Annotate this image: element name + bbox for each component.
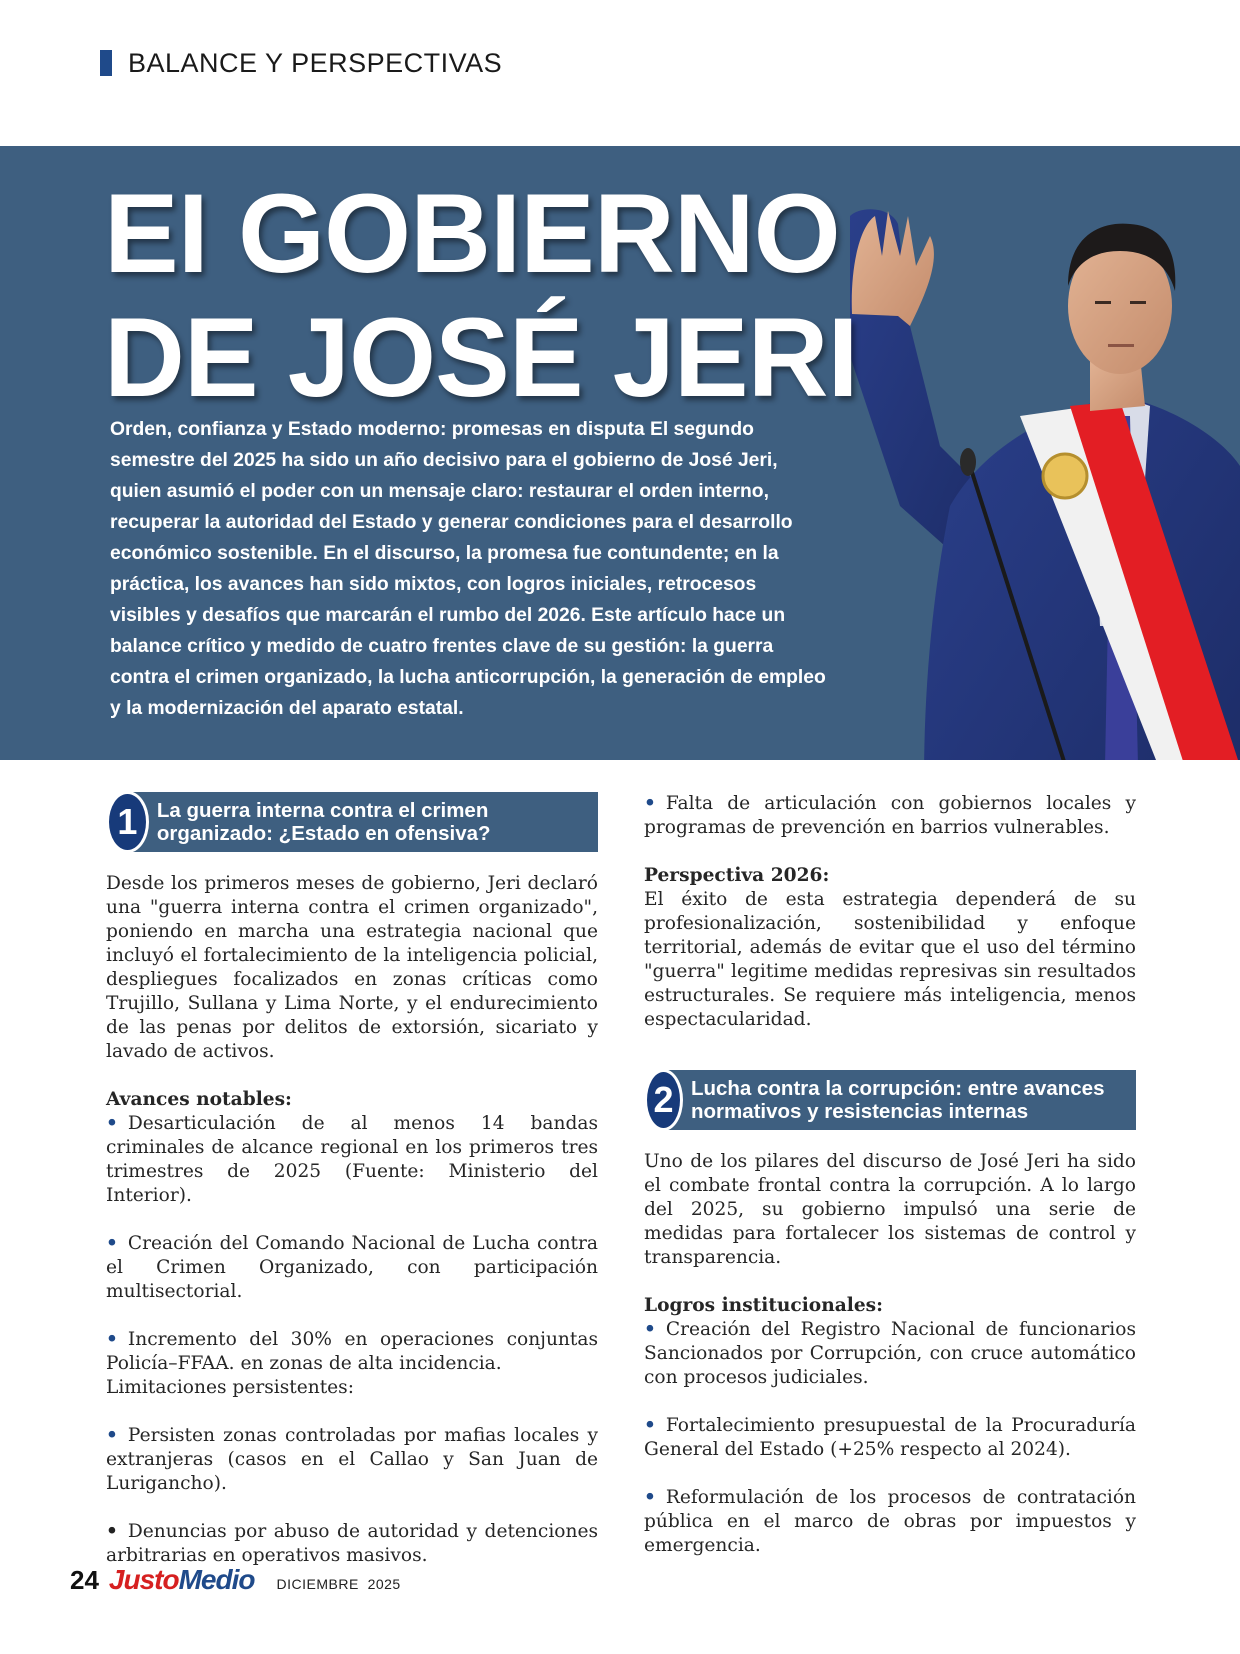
- list-item: • Denuncias por abuso de autoridad y detenciones arbitrarias en operativos masivos.: [106, 1521, 598, 1566]
- list-item: • Fortalecimiento presupuestal de la Procuraduría General del Estado (+25% respecto al 2024).: [644, 1415, 1136, 1460]
- hero-banner: [0, 146, 1240, 760]
- list-item: • Desarticulación de al menos 14 bandas criminales de alcance regional en los primeros tres trimestres de 2025 (Fuente: Ministerio del Interior).: [106, 1113, 598, 1206]
- bullet-icon: •: [644, 1487, 656, 1508]
- list-item: • Creación del Comando Nacional de Lucha contra el Crimen Organizado, con participación multisectorial.: [106, 1233, 598, 1302]
- page-footer: [70, 1564, 401, 1596]
- perspectiva-text: El éxito de esta estrategia dependerá de su profesionalización, sostenibilidad y enfoque territorial, además de evitar que el uso del término "guerra" legitime medidas represivas sin resultados estructurales. Se requiere más inteligencia, menos espectacularidad.: [644, 889, 1136, 1030]
- section-1-body: Desde los primeros meses de gobierno, Jeri declaró una "guerra interna contra el crimen organizado", poniendo en marcha una estrategia nacional que incluyó el fortalecimiento de la inteligencia policial, despliegues focalizados en zonas críticas como Trujillo, Sullana y Lima Norte, y el endurecimiento de las penas por delitos de extorsión, sicariato y lavado de activos.: [106, 873, 598, 1062]
- bullet-icon: •: [106, 1233, 118, 1254]
- column-right: [644, 792, 1136, 1582]
- bullet-icon: •: [644, 1415, 656, 1436]
- section-label: BALANCE Y PERSPECTIVAS: [128, 47, 503, 78]
- list-item: • Creación del Registro Nacional de funcionarios Sancionados por Corrupción, con cruce automático con procesos judiciales.: [644, 1319, 1136, 1388]
- bullet-icon: •: [106, 1113, 118, 1134]
- intro-text: Orden, confianza y Estado moderno: promesas en disputa El segundo semestre del 2025 ha sido un año decisivo para el gobierno de José Jeri, quien asumió el poder con un mensaje claro: restaurar el orden interno, recuperar la autoridad del Estado y generar condiciones para el desarrollo económico sostenible. En el discurso, la promesa fue contundente; en la práctica, los avances han sido mixtos, con logros iniciales, retrocesos visibles y desafíos que marcarán el rumbo del 2026. Este artículo hace un balance crítico y medido de cuatro frentes clave de su gestión: la guerra contra el crimen organizado, la lucha anticorrupción, la generación de empleo y la modernización del aparato estatal.: [110, 419, 826, 719]
- column-left: [106, 792, 598, 1592]
- section-heading-text: La guerra interna contra el crimen organizado: ¿Estado en ofensiva?: [156, 799, 491, 845]
- bullet-icon: •: [106, 1521, 118, 1542]
- bullet-icon: •: [106, 1425, 118, 1446]
- article-intro: [110, 414, 830, 724]
- brand-logo-part-1: Justo: [108, 1564, 179, 1595]
- bullet-icon: •: [644, 793, 656, 814]
- logros-label: Logros institucionales:: [644, 1295, 884, 1316]
- bullet-icon: •: [644, 1319, 656, 1340]
- list-item: • Incremento del 30% en operaciones conjuntas Policía–FFAA. en zonas de alta incidencia.: [106, 1329, 598, 1374]
- section-header: [100, 48, 502, 78]
- section-heading-text: Lucha contra la corrupción: entre avances normativos y resistencias internas: [690, 1077, 1105, 1123]
- brand-logo-part-2: Medio: [178, 1564, 255, 1595]
- article-title: [104, 172, 858, 420]
- list-item: • Reformulación de los procesos de contratación pública en el marco de obras por impuestos y emergencia.: [644, 1487, 1136, 1556]
- section-number-badge: 1: [106, 791, 149, 853]
- section-2-body: Uno de los pilares del discurso de José Jeri ha sido el combate frontal contra la corrupción. A lo largo del 2025, su gobierno impulsó una serie de medidas para fortalecer los sistemas de control y transparencia.: [644, 1151, 1136, 1268]
- section-marker: [100, 50, 112, 76]
- list-item: • Falta de articulación con gobiernos locales y programas de prevención en barrios vulnerables.: [644, 793, 1136, 838]
- title-line-2: DE JOSÉ JERI: [104, 295, 858, 420]
- limitaciones-label: Limitaciones persistentes:: [106, 1377, 354, 1398]
- avances-label: Avances notables:: [106, 1089, 292, 1110]
- section-2-heading: [644, 1070, 1136, 1130]
- title-line-1: EI GOBIERNO: [104, 171, 840, 296]
- list-item: • Persisten zonas controladas por mafias locales y extranjeras (casos en el Callao y San Juan de Lurigancho).: [106, 1425, 598, 1494]
- page-number: 24: [70, 1565, 99, 1595]
- section-number-badge: 2: [644, 1069, 683, 1131]
- perspectiva-label: Perspectiva 2026:: [644, 865, 830, 886]
- issue-date: DICIEMBRE 2025: [276, 1576, 401, 1592]
- bullet-icon: •: [106, 1329, 118, 1350]
- section-1-heading: [106, 792, 598, 852]
